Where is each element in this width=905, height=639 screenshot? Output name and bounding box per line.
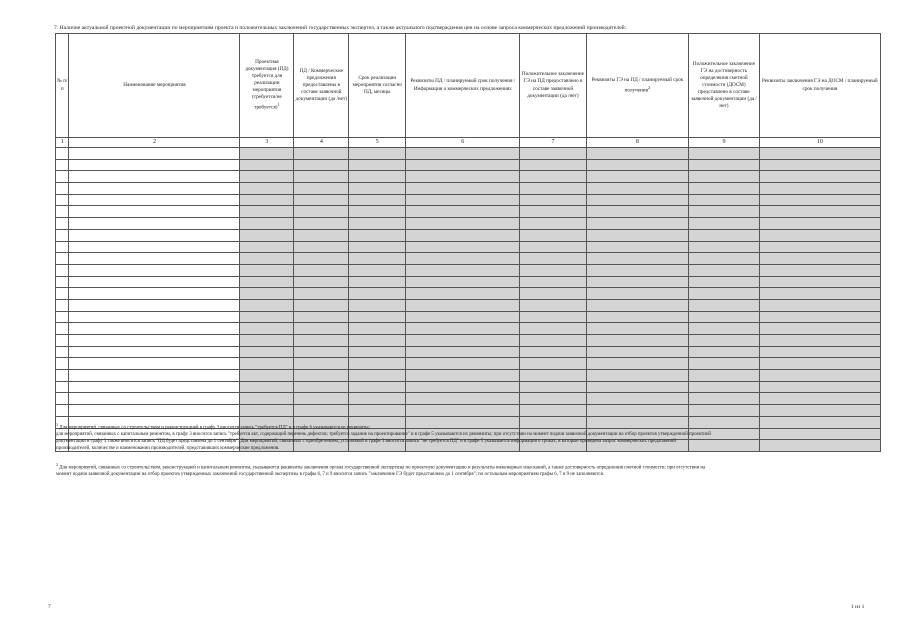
table-cell xyxy=(69,159,240,171)
table-cell xyxy=(689,299,759,311)
table-row xyxy=(56,323,881,335)
table-cell xyxy=(759,323,880,335)
col-number: 5 xyxy=(349,138,406,148)
table-row xyxy=(56,241,881,253)
table-cell xyxy=(56,229,69,241)
table-cell xyxy=(586,241,689,253)
table-cell xyxy=(69,229,240,241)
table-cell xyxy=(406,405,520,417)
table-cell xyxy=(689,358,759,370)
table-row xyxy=(56,299,881,311)
col-header-4: ПД / Коммерческие предложения предоставлены в составе заявочной документации (да /нет) xyxy=(294,34,349,138)
table-cell xyxy=(240,288,294,300)
table-cell xyxy=(586,194,689,206)
table-cell xyxy=(586,159,689,171)
table-cell xyxy=(689,288,759,300)
table-cell xyxy=(349,264,406,276)
table-cell xyxy=(759,159,880,171)
table-cell xyxy=(56,159,69,171)
table-cell xyxy=(294,381,349,393)
table-cell xyxy=(294,335,349,347)
col-header-10: Реквизиты заключения ГЭ на ДОСМ / планируемый срок получения xyxy=(759,34,880,138)
column-number-row xyxy=(56,138,881,148)
table-cell xyxy=(56,370,69,382)
table-cell xyxy=(294,253,349,265)
table-cell xyxy=(56,148,69,160)
table-cell xyxy=(689,370,759,382)
table-cell xyxy=(406,393,520,405)
table-cell xyxy=(406,346,520,358)
table-row xyxy=(56,229,881,241)
table-cell xyxy=(240,183,294,195)
table-cell xyxy=(240,276,294,288)
table-cell xyxy=(240,393,294,405)
table-cell xyxy=(520,393,586,405)
table-cell xyxy=(56,358,69,370)
table-cell xyxy=(520,194,586,206)
table-cell xyxy=(520,253,586,265)
table-cell xyxy=(240,171,294,183)
table-row xyxy=(56,276,881,288)
table-cell xyxy=(56,393,69,405)
table-cell xyxy=(586,323,689,335)
table-cell xyxy=(240,253,294,265)
table-row xyxy=(56,346,881,358)
table-cell xyxy=(520,311,586,323)
table-cell xyxy=(56,253,69,265)
table-row xyxy=(56,335,881,347)
table-cell xyxy=(294,264,349,276)
table-cell xyxy=(520,358,586,370)
table-cell xyxy=(349,276,406,288)
table-cell xyxy=(406,335,520,347)
table-cell xyxy=(349,405,406,417)
table-cell xyxy=(69,358,240,370)
table-cell xyxy=(240,299,294,311)
table-cell xyxy=(689,206,759,218)
col-header-3: Проектная документация (ПД) требуется для реализации мероприятия (требуется/не требуется)$^1$ xyxy=(240,34,294,138)
table-cell xyxy=(759,171,880,183)
table-cell xyxy=(56,171,69,183)
table-row xyxy=(56,381,881,393)
table-cell xyxy=(406,311,520,323)
table-cell xyxy=(520,405,586,417)
table-row xyxy=(56,159,881,171)
table-row xyxy=(56,253,881,265)
table-cell xyxy=(406,171,520,183)
table-cell xyxy=(520,299,586,311)
table-row xyxy=(56,183,881,195)
table-cell xyxy=(56,194,69,206)
table-cell xyxy=(56,288,69,300)
table-cell xyxy=(406,276,520,288)
table-cell xyxy=(294,405,349,417)
table-cell xyxy=(586,393,689,405)
table-row xyxy=(56,405,881,417)
table-cell xyxy=(759,276,880,288)
table-cell xyxy=(69,405,240,417)
table-row xyxy=(56,264,881,276)
table-cell xyxy=(69,194,240,206)
table-cell xyxy=(240,323,294,335)
table-cell xyxy=(759,311,880,323)
table-cell xyxy=(349,148,406,160)
footnote-2: $^2$ Для мероприятий, связанных со строительством, реконструкцией и капитальным ремонтом, указываются реквизиты заключения органа государственной экспертизы по проектную документацию и результаты инженерных изысканий, а также достоверность определения сметной стоимости; при отсутствии на момент подачи заявочной документации на отбор проектов утвержденных заключений государственной экспертизы в графы 6, 7 и 9 вносится запись "заключение ГЭ будет представлено до 1 сентября"; по остальным мероприятиям графы 6, 7 и 9 не заполняются. xyxy=(56,462,706,478)
table-row xyxy=(56,194,881,206)
section-heading: 7. Наличие актуальной проектной документации по мероприятиям проекта и положительных заключений государственных экспертиз, а также актуального подтверждения цен на основе запроса коммерческих предложений производителей: xyxy=(54,25,627,31)
table-cell xyxy=(689,346,759,358)
table-cell xyxy=(689,183,759,195)
col-header-6: Реквизиты ПД / планируемый срок получения / Информация о коммерческих предложениях xyxy=(406,34,520,138)
table-cell xyxy=(294,358,349,370)
table-cell xyxy=(240,194,294,206)
page-number: 1 из 1 xyxy=(851,604,865,610)
table-cell xyxy=(406,159,520,171)
table-cell xyxy=(294,148,349,160)
table-cell xyxy=(56,264,69,276)
table-cell xyxy=(349,358,406,370)
table-cell xyxy=(56,323,69,335)
table-cell xyxy=(69,288,240,300)
table-cell xyxy=(240,405,294,417)
table-cell xyxy=(349,299,406,311)
table-cell xyxy=(56,381,69,393)
table-cell xyxy=(586,171,689,183)
table-cell xyxy=(349,206,406,218)
table-row xyxy=(56,206,881,218)
table-cell xyxy=(586,148,689,160)
table-cell xyxy=(759,299,880,311)
col-number: 9 xyxy=(689,138,759,148)
col-header-1: № п/п xyxy=(56,34,69,138)
table-cell xyxy=(586,358,689,370)
table-cell xyxy=(349,241,406,253)
documentation-table xyxy=(55,33,881,452)
table-row xyxy=(56,148,881,160)
table-cell xyxy=(759,253,880,265)
table-cell xyxy=(689,381,759,393)
table-cell xyxy=(759,346,880,358)
table-cell xyxy=(349,381,406,393)
table-cell xyxy=(586,346,689,358)
table-cell xyxy=(69,311,240,323)
table-cell xyxy=(586,229,689,241)
table-cell xyxy=(240,229,294,241)
table-cell xyxy=(586,276,689,288)
table-cell xyxy=(689,194,759,206)
table-cell xyxy=(759,183,880,195)
col-header-8: Реквизиты ГЭ на ПД / планируемый срок получения$^2$ xyxy=(586,34,689,138)
table-cell xyxy=(689,264,759,276)
table-cell xyxy=(69,346,240,358)
table-cell xyxy=(349,288,406,300)
table-cell xyxy=(586,206,689,218)
table-cell xyxy=(586,264,689,276)
table-row xyxy=(56,311,881,323)
table-cell xyxy=(69,183,240,195)
table-cell xyxy=(520,218,586,230)
table-cell xyxy=(406,299,520,311)
table-cell xyxy=(520,288,586,300)
table-cell xyxy=(69,264,240,276)
col-number: 3 xyxy=(240,138,294,148)
table-cell xyxy=(520,335,586,347)
table-cell xyxy=(69,206,240,218)
table-cell xyxy=(689,241,759,253)
table-cell xyxy=(520,370,586,382)
col-number: 4 xyxy=(294,138,349,148)
table-cell xyxy=(586,381,689,393)
table-cell xyxy=(349,171,406,183)
table-cell xyxy=(689,229,759,241)
table-cell xyxy=(294,171,349,183)
table-cell xyxy=(586,253,689,265)
table-cell xyxy=(349,229,406,241)
table-cell xyxy=(689,218,759,230)
table-cell xyxy=(69,393,240,405)
table-cell xyxy=(586,299,689,311)
table-cell xyxy=(294,276,349,288)
table-cell xyxy=(586,218,689,230)
table-cell xyxy=(689,311,759,323)
table-cell xyxy=(56,346,69,358)
table-cell xyxy=(349,370,406,382)
table-cell xyxy=(69,276,240,288)
col-header-2: Наименование мероприятия xyxy=(69,34,240,138)
table-cell xyxy=(520,381,586,393)
table-cell xyxy=(349,183,406,195)
table-cell xyxy=(689,253,759,265)
table-cell xyxy=(294,241,349,253)
table-cell xyxy=(294,370,349,382)
table-cell xyxy=(69,370,240,382)
table-cell xyxy=(406,323,520,335)
table-cell xyxy=(56,311,69,323)
table-cell xyxy=(69,323,240,335)
table-cell xyxy=(759,370,880,382)
table-cell xyxy=(349,159,406,171)
table-cell xyxy=(406,253,520,265)
table-row xyxy=(56,288,881,300)
table-cell xyxy=(759,206,880,218)
table-cell xyxy=(759,393,880,405)
table-cell xyxy=(294,288,349,300)
table-cell xyxy=(349,253,406,265)
table-cell xyxy=(69,171,240,183)
table-cell xyxy=(689,159,759,171)
table-cell xyxy=(69,299,240,311)
col-header-5: Срок реализации мероприятия согласно ПД, месяцы xyxy=(349,34,406,138)
table-cell xyxy=(294,393,349,405)
table-cell xyxy=(69,335,240,347)
table-cell xyxy=(689,393,759,405)
table-cell xyxy=(520,183,586,195)
table-cell xyxy=(520,229,586,241)
table-row xyxy=(56,171,881,183)
table-cell xyxy=(759,405,880,417)
table-cell xyxy=(69,218,240,230)
table-cell xyxy=(759,381,880,393)
table-cell xyxy=(520,171,586,183)
table-cell xyxy=(240,346,294,358)
table-cell xyxy=(349,194,406,206)
table-cell xyxy=(349,218,406,230)
table-cell xyxy=(689,335,759,347)
table-cell xyxy=(69,253,240,265)
table-cell xyxy=(759,218,880,230)
col-number: 10 xyxy=(759,138,880,148)
table-cell xyxy=(520,346,586,358)
table-cell xyxy=(294,194,349,206)
table-cell xyxy=(406,264,520,276)
table-cell xyxy=(759,358,880,370)
table-cell xyxy=(520,323,586,335)
table-cell xyxy=(349,311,406,323)
footnote-1: $^1$ Для мероприятий, связанных со строительством и реконструкцией в графу 3 вносится запись "требуется ПД" и в графе 6 указываются ее реквизиты; для мероприятий, связанных с капитальным ремонтом, в графу 3 вносится запись "требуется акт, содержащий перечень дефектов; требуется задание на проектирование" и в графе 5 указываются их реквизиты; при отсутствии на момент подачи заявочной документации на отбор проектов утвержденной проектной документации в графу 3 также вносится запись "ПД будет представлена до 1 сентября". Для мероприятий, связанных с приобретением, установкой в графе 3 вносится запись "не требуется ПД" и в графе 5 указывается информация о сроках, в которые проведена запрос коммерческих предложений производителей, количестве и наименовании производителей, представивших коммерческие предложения. xyxy=(56,422,711,451)
table-cell xyxy=(689,148,759,160)
col-number: 7 xyxy=(520,138,586,148)
table-cell xyxy=(294,229,349,241)
table-cell xyxy=(294,183,349,195)
table-cell xyxy=(759,335,880,347)
table-cell xyxy=(56,206,69,218)
table-cell xyxy=(586,335,689,347)
table-cell xyxy=(759,194,880,206)
table-cell xyxy=(294,346,349,358)
table-cell xyxy=(240,311,294,323)
table-cell xyxy=(406,218,520,230)
table-cell xyxy=(240,335,294,347)
table-cell xyxy=(240,358,294,370)
table-cell xyxy=(759,264,880,276)
table-cell xyxy=(294,206,349,218)
table-cell xyxy=(689,323,759,335)
table-cell xyxy=(406,370,520,382)
table-row xyxy=(56,370,881,382)
table-cell xyxy=(349,346,406,358)
table-cell xyxy=(69,241,240,253)
table-cell xyxy=(349,393,406,405)
header-row xyxy=(56,34,881,138)
table-cell xyxy=(520,148,586,160)
table-cell xyxy=(759,229,880,241)
col-header-7: Положительное заключение ГЭ на ПД предоставлено в составе заявочной документации (да /нет) xyxy=(520,34,586,138)
table-cell xyxy=(56,405,69,417)
table-cell xyxy=(240,264,294,276)
table-cell xyxy=(406,148,520,160)
table-cell xyxy=(689,405,759,417)
table-cell xyxy=(520,241,586,253)
table-cell xyxy=(349,323,406,335)
table-cell xyxy=(56,183,69,195)
table-cell xyxy=(240,159,294,171)
table-cell xyxy=(240,206,294,218)
table-cell xyxy=(520,264,586,276)
table-cell xyxy=(240,241,294,253)
table-cell xyxy=(240,381,294,393)
table-cell xyxy=(759,148,880,160)
table-cell xyxy=(586,405,689,417)
col-number: 8 xyxy=(586,138,689,148)
table-row xyxy=(56,393,881,405)
col-header-9: Положительное заключение ГЭ на достоверность определения сметной стоимости (ДОСМ) представлено в составе заявочной документации (да / нет) xyxy=(689,34,759,138)
table-cell xyxy=(406,241,520,253)
table-cell xyxy=(520,206,586,218)
table-cell xyxy=(294,218,349,230)
table-cell xyxy=(294,299,349,311)
col-number: 1 xyxy=(56,138,69,148)
table-cell xyxy=(586,311,689,323)
table-cell xyxy=(56,241,69,253)
table-cell xyxy=(586,183,689,195)
table-cell xyxy=(69,148,240,160)
col-number: 2 xyxy=(69,138,240,148)
table-row xyxy=(56,218,881,230)
table-cell xyxy=(56,276,69,288)
table-cell xyxy=(406,358,520,370)
table-cell xyxy=(520,276,586,288)
col-number: 6 xyxy=(406,138,520,148)
table-cell xyxy=(759,241,880,253)
table-cell xyxy=(294,323,349,335)
table-cell xyxy=(349,335,406,347)
table-cell xyxy=(406,194,520,206)
table-cell xyxy=(294,159,349,171)
table-cell xyxy=(586,288,689,300)
table-cell xyxy=(56,218,69,230)
table-cell xyxy=(240,218,294,230)
table-cell xyxy=(689,276,759,288)
table-cell xyxy=(406,381,520,393)
table-cell xyxy=(56,299,69,311)
table-cell xyxy=(406,229,520,241)
table-cell xyxy=(586,370,689,382)
table-cell xyxy=(520,159,586,171)
table-cell xyxy=(294,311,349,323)
table-cell xyxy=(69,381,240,393)
table-cell xyxy=(406,288,520,300)
table-cell xyxy=(689,171,759,183)
table-cell xyxy=(240,148,294,160)
table-cell xyxy=(406,206,520,218)
table-cell xyxy=(759,288,880,300)
table-cell xyxy=(406,183,520,195)
table-cell xyxy=(56,335,69,347)
table-row xyxy=(56,358,881,370)
page-footer-left: 7 xyxy=(48,604,51,610)
table-cell xyxy=(240,370,294,382)
